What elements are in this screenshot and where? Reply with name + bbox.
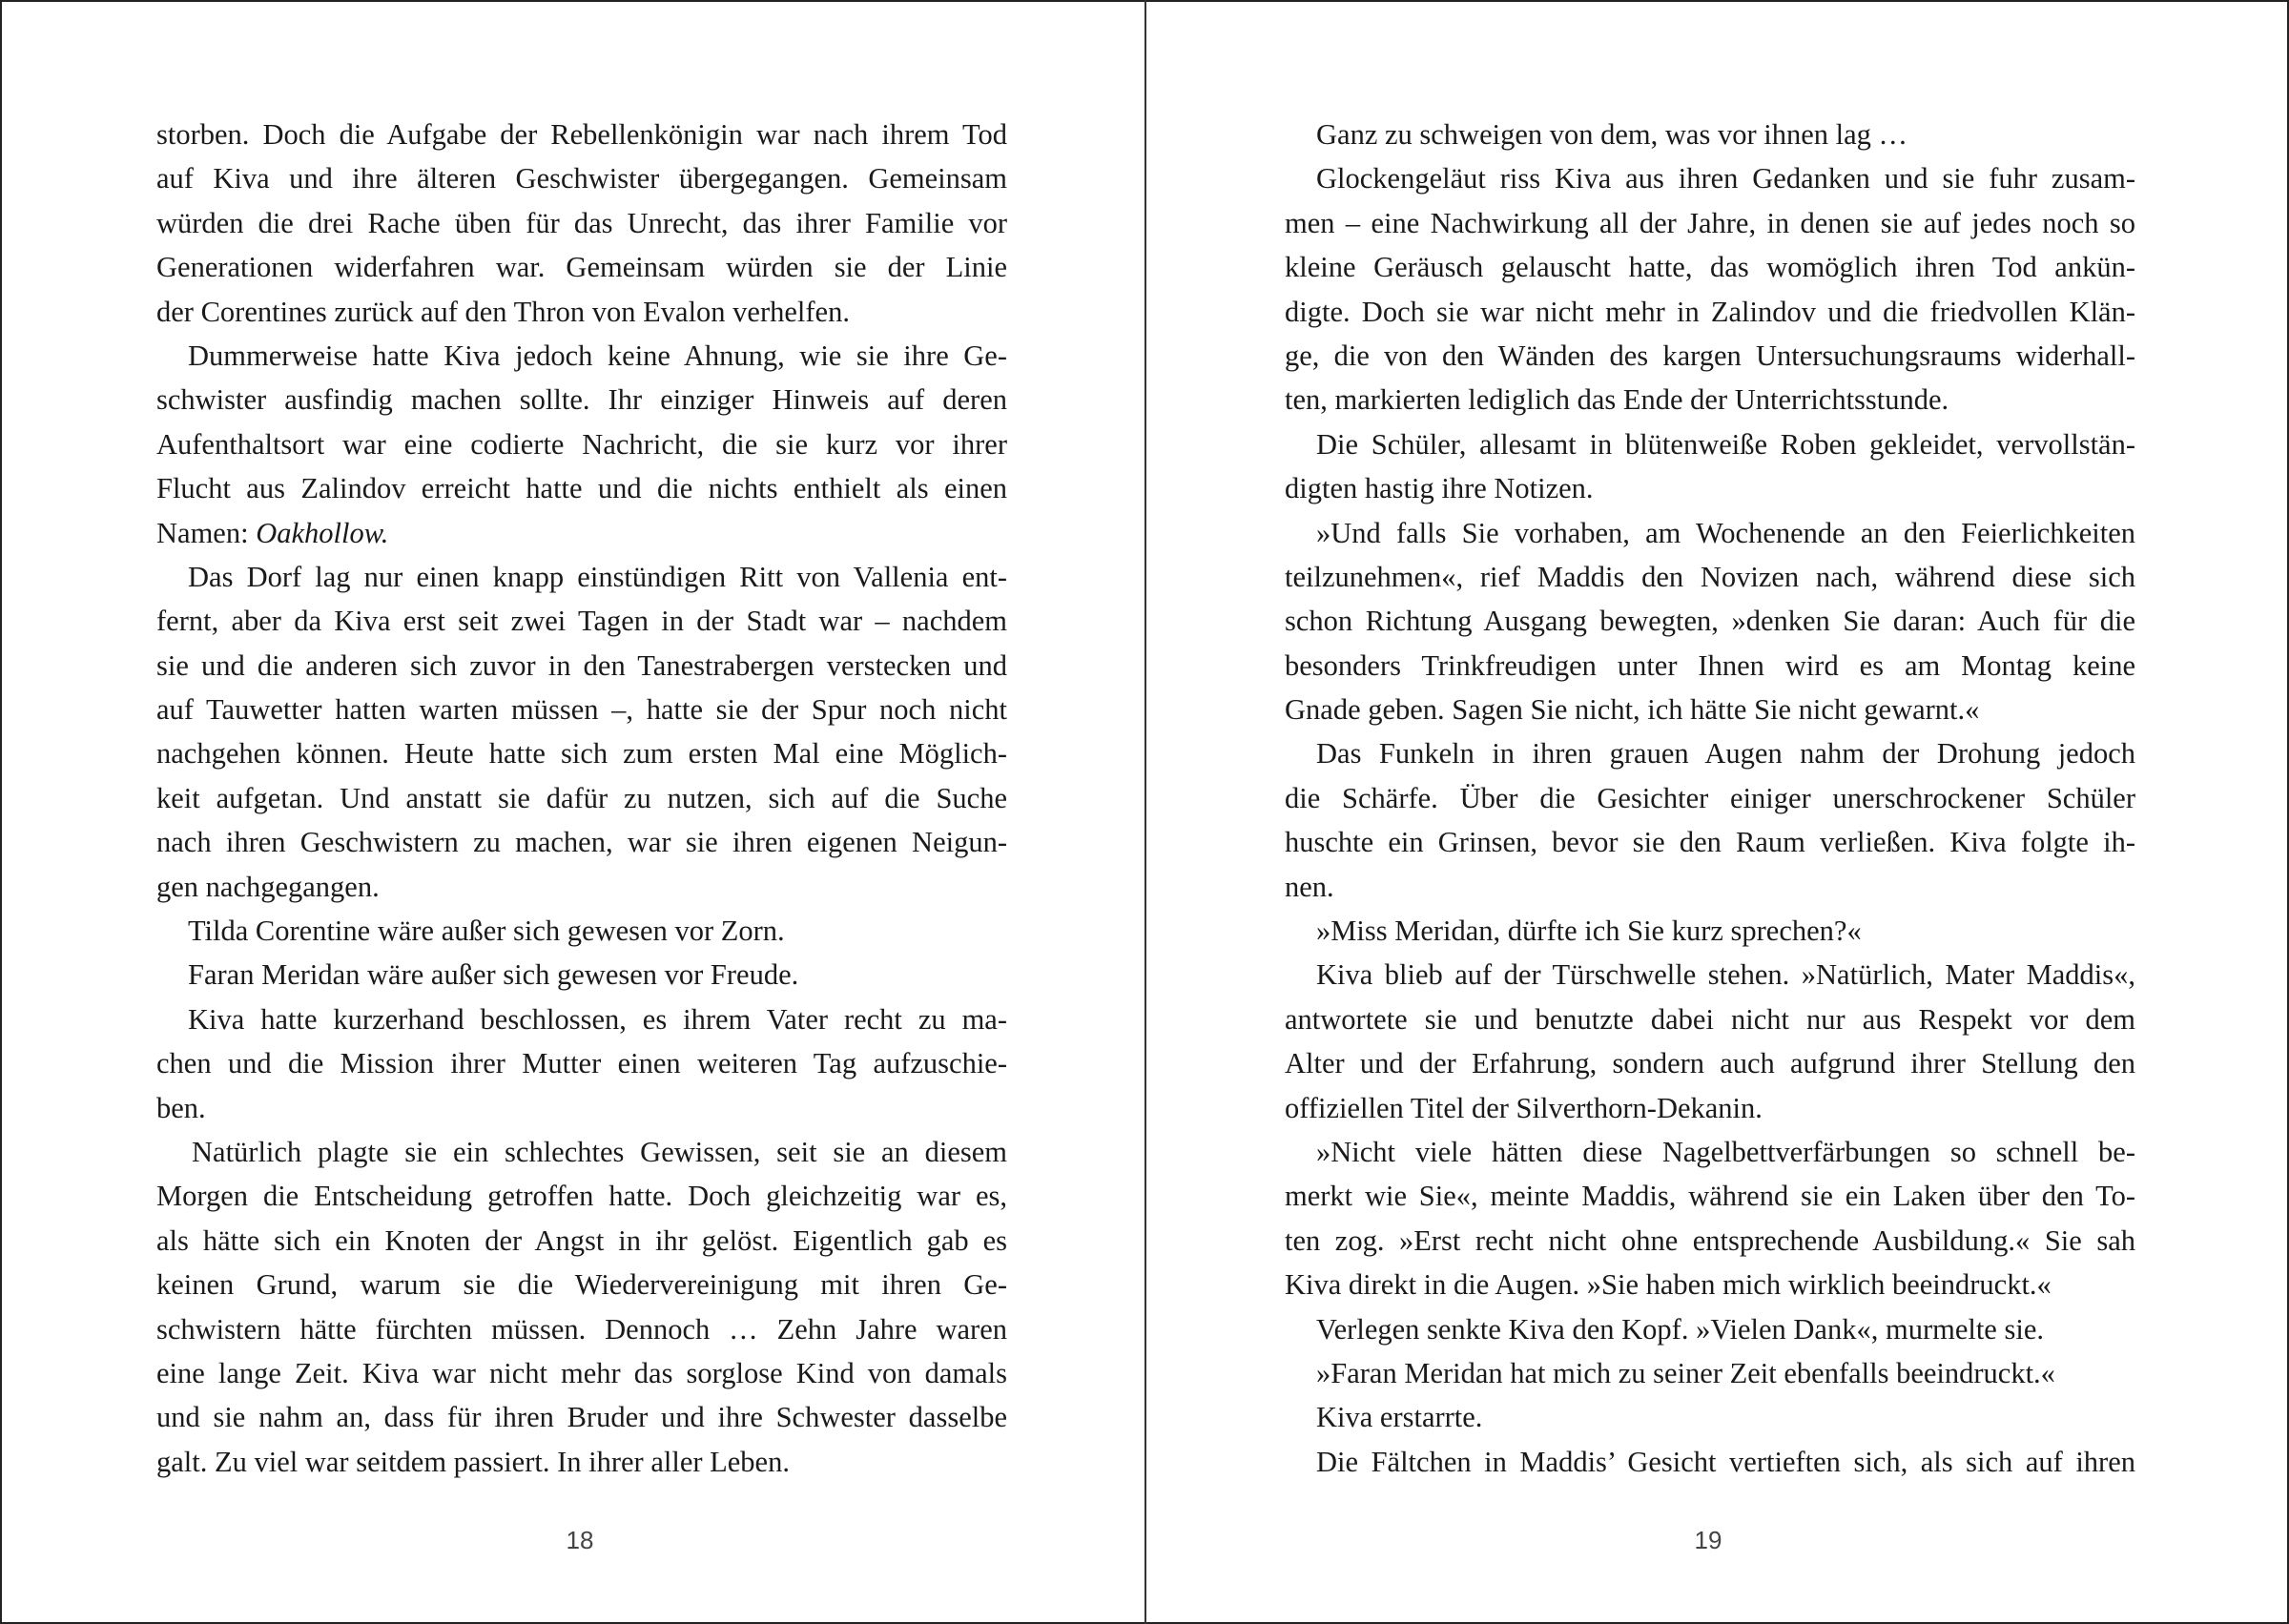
line-text: »Faran Meridan hat mich zu seiner Zeit ebenfalls beeindruckt.« (1316, 1356, 2055, 1389)
text-line (1285, 113, 2135, 156)
line-text: Dummerweise hatte Kiva jedoch keine Ahnung, wie sie ihre Ge- (188, 339, 1007, 372)
line-text: Faran Meridan wäre außer sich gewesen vor Freude. (188, 958, 799, 992)
text-line (156, 909, 1007, 953)
line-text: Generationen widerfahren war. Gemeinsam würden sie der Linie (156, 251, 1007, 284)
line-text: würden die drei Rache üben für das Unrecht, das ihrer Familie vor (156, 206, 1007, 239)
text-line (156, 1174, 1007, 1218)
line-text: Ganz zu schweigen von dem, was vor ihnen lag … (1316, 118, 1908, 151)
line-text: fernt, aber da Kiva erst seit zwei Tagen in der Stadt war – nachdem (156, 605, 1007, 638)
text-line (1285, 1086, 2135, 1130)
text-line (156, 997, 1007, 1041)
text-line (1285, 599, 2135, 643)
text-line (1285, 1307, 2135, 1351)
text-line (1285, 1395, 2135, 1439)
line-text: digten hastig ihre Notizen. (1285, 472, 1594, 505)
text-line (156, 1263, 1007, 1306)
line-text: »Und falls Sie vorhaben, am Wochenende an den Feierlichkeiten (1316, 516, 2135, 549)
line-text: ten zog. »Erst recht nicht ohne entsprechende Ausbildung.« Sie sah (1285, 1223, 2135, 1257)
text-line (1285, 909, 2135, 953)
line-text: Aufenthaltsort war eine codierte Nachricht, die sie kurz vor ihrer (156, 427, 1007, 461)
text-line (1285, 1174, 2135, 1218)
text-line (1285, 688, 2135, 731)
text-line (156, 422, 1007, 466)
line-text: »Nicht viele hätten diese Nagelbettverfärbungen so schnell be- (1316, 1135, 2135, 1168)
line-text: Flucht aus Zalindov erreicht hatte und die nichts enthielt als einen (156, 472, 1007, 505)
line-text: nachgehen können. Heute hatte sich zum ersten Mal eine Möglich- (156, 737, 1007, 771)
line-text: »Miss Meridan, dürfte ich Sie kurz sprechen?« (1316, 915, 1862, 948)
line-text: Natürlich plagte sie ein schlechtes Gewissen, seit sie an diesem (192, 1135, 1007, 1168)
line-text: und sie nahm an, dass für ihren Bruder und ihre Schwester dasselbe (156, 1401, 1007, 1434)
line-text: schwistern hätte fürchten müssen. Dennoch … Zehn Jahre waren (156, 1312, 1007, 1346)
text-line (156, 599, 1007, 643)
text-line (1285, 776, 2135, 820)
page-gutter-divider (1144, 0, 1146, 1624)
line-text: Kiva hatte kurzerhand beschlossen, es ihrem Vater recht zu ma- (188, 1002, 1007, 1036)
text-line (1285, 953, 2135, 997)
text-line (156, 776, 1007, 820)
text-line (156, 156, 1007, 200)
text-line (1285, 1219, 2135, 1263)
line-text: schon Richtung Ausgang bewegten, »denken Sie daran: Auch für die (1285, 605, 2135, 638)
line-text: der Corentines zurück auf den Thron von Evalon verhelfen. (156, 295, 850, 328)
line-text: Verlegen senkte Kiva den Kopf. »Vielen Dank«, murmelte sie. (1316, 1312, 2044, 1346)
text-line (156, 1395, 1007, 1439)
text-line (156, 334, 1007, 378)
line-text: Das Funkeln in ihren grauen Augen nahm der Drohung jedoch (1316, 737, 2135, 771)
line-text: Gnade geben. Sagen Sie nicht, ich hätte Sie nicht gewarnt.« (1285, 693, 1980, 727)
text-line (156, 555, 1007, 599)
text-line (1285, 334, 2135, 378)
line-text: galt. Zu viel war seitdem passiert. In ihrer aller Leben. (156, 1445, 790, 1478)
text-line (1285, 1263, 2135, 1306)
line-text: Morgen die Entscheidung getroffen hatte. Doch gleichzeitig war es, (156, 1180, 1007, 1213)
text-line (156, 113, 1007, 156)
text-line (156, 1440, 1007, 1484)
text-line (156, 688, 1007, 731)
text-line (1285, 644, 2135, 688)
text-line (156, 378, 1007, 421)
text-line (156, 511, 1007, 555)
line-text: Namen: (156, 516, 257, 549)
line-text: keinen Grund, warum sie die Wiedervereinigung mit ihren Ge- (156, 1268, 1007, 1302)
text-line (1285, 820, 2135, 864)
text-line (156, 1086, 1007, 1130)
text-line (1285, 865, 2135, 909)
line-text: chen und die Mission ihrer Mutter einen weiteren Tag aufzuschie- (156, 1047, 1007, 1080)
text-line (1285, 466, 2135, 510)
text-line (1285, 290, 2135, 334)
line-text: huschte ein Grinsen, bevor sie den Raum verließen. Kiva folgte ih- (1285, 826, 2135, 859)
text-line (156, 1351, 1007, 1395)
line-text: antwortete sie und benutzte dabei nicht nur aus Respekt vor dem (1285, 1002, 2135, 1036)
line-text: Tilda Corentine wäre außer sich gewesen vor Zorn. (188, 915, 785, 948)
line-text: Das Dorf lag nur einen knapp einstündigen Ritt von Vallenia ent- (188, 560, 1007, 593)
text-line (1285, 555, 2135, 599)
text-line (156, 1307, 1007, 1351)
text-line (156, 731, 1007, 775)
line-text: teilzunehmen«, rief Maddis den Novizen nach, während diese sich (1285, 560, 2135, 593)
line-text: Die Schüler, allesamt in blütenweiße Roben gekleidet, vervollstän- (1316, 427, 2135, 461)
line-text: schwister ausfindig machen sollte. Ihr einziger Hinweis auf deren (156, 383, 1007, 417)
line-text: keit aufgetan. Und anstatt sie dafür zu nutzen, sich auf die Suche (156, 781, 1007, 814)
text-line (156, 245, 1007, 289)
text-line (1285, 1130, 2135, 1174)
text-line (156, 820, 1007, 864)
text-line (1285, 997, 2135, 1041)
line-text: die Schärfe. Über die Gesichter einiger unerschrockener Schüler (1285, 781, 2135, 814)
line-text: auf Tauwetter hatten warten müssen –, hatte sie der Spur noch nicht (156, 693, 1007, 727)
line-text: men – eine Nachwirkung all der Jahre, in denen sie auf jedes noch so (1285, 206, 2135, 239)
text-line (156, 290, 1007, 334)
text-line (156, 466, 1007, 510)
text-line (1285, 1440, 2135, 1484)
line-text: auf Kiva und ihre älteren Geschwister übergegangen. Gemeinsam (156, 162, 1007, 195)
line-text: kleine Geräusch gelauscht hatte, das womöglich ihren Tod ankün- (1285, 251, 2135, 284)
line-text: sie und die anderen sich zuvor in den Tanestrabergen verstecken und (156, 648, 1007, 682)
line-text: Alter und der Erfahrung, sondern auch aufgrund ihrer Stellung den (1285, 1047, 2135, 1080)
text-line (156, 1130, 1007, 1174)
line-text: gen nachgegangen. (156, 870, 380, 903)
line-text: Die Fältchen in Maddis’ Gesicht vertieften sich, als sich auf ihren (1316, 1445, 2135, 1478)
text-line (1285, 731, 2135, 775)
line-text: besonders Trinkfreudigen unter Ihnen wird es am Montag keine (1285, 648, 2135, 682)
line-text: Kiva blieb auf der Türschwelle stehen. »Natürlich, Mater Maddis«, (1316, 958, 2135, 992)
text-line (156, 865, 1007, 909)
text-line (1285, 201, 2135, 245)
page-number-right: 19 (1694, 1526, 1722, 1554)
line-text: digte. Doch sie war nicht mehr in Zalindov und die friedvollen Klän- (1285, 295, 2135, 328)
line-text: ten, markierten lediglich das Ende der Unterrichtsstunde. (1285, 383, 1949, 417)
right-page-text (1285, 113, 2135, 1484)
line-text: nach ihren Geschwistern zu machen, war sie ihren eigenen Neigun- (156, 826, 1007, 859)
line-text: Kiva erstarrte. (1316, 1401, 1483, 1434)
text-line (1285, 1351, 2135, 1395)
text-line (1285, 245, 2135, 289)
text-line (156, 953, 1007, 997)
left-page-text (156, 113, 1007, 1484)
line-text: offiziellen Titel der Silverthorn-Dekanin. (1285, 1091, 1763, 1124)
text-line (156, 1041, 1007, 1085)
text-line (156, 644, 1007, 688)
text-line (1285, 1041, 2135, 1085)
text-line (1285, 511, 2135, 555)
italic-text: Oakhollow. (256, 516, 389, 549)
line-text: ben. (156, 1091, 206, 1124)
page-number-left: 18 (566, 1526, 594, 1554)
text-line (1285, 156, 2135, 200)
line-text: Kiva direkt in die Augen. »Sie haben mich wirklich beeindruckt.« (1285, 1268, 2052, 1302)
line-text: als hätte sich ein Knoten der Angst in ihr gelöst. Eigentlich gab es (156, 1223, 1007, 1257)
line-text: nen. (1285, 870, 1334, 903)
line-text: Glockengeläut riss Kiva aus ihren Gedanken und sie fuhr zusam- (1316, 162, 2135, 195)
text-line (1285, 378, 2135, 421)
text-line (1285, 422, 2135, 466)
text-line (156, 201, 1007, 245)
line-text: merkt wie Sie«, meinte Maddis, während sie ein Laken über den To- (1285, 1180, 2135, 1213)
line-text: ge, die von den Wänden des kargen Untersuchungsraums widerhall- (1285, 339, 2135, 372)
line-text: storben. Doch die Aufgabe der Rebellenkönigin war nach ihrem Tod (156, 118, 1007, 151)
line-text: eine lange Zeit. Kiva war nicht mehr das sorglose Kind von damals (156, 1356, 1007, 1389)
text-line (156, 1219, 1007, 1263)
